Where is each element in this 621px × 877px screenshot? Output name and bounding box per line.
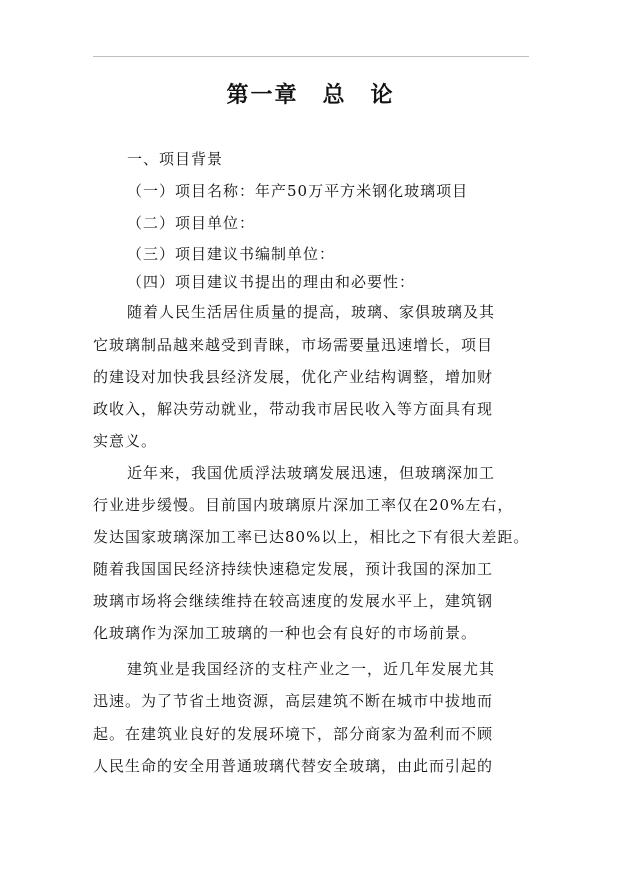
- paragraph-1-line: 它玻璃制品越来越受到青睐，市场需要量迅速增长，项目: [93, 336, 494, 354]
- paragraph-3-line: 人民生命的安全用普通玻璃代替安全玻璃，由此而引起的: [93, 757, 494, 775]
- paragraph-1-line: 的建设对加快我县经济发展，优化产业结构调整，增加财: [93, 368, 494, 386]
- chapter-title: 第一章 总 论: [226, 83, 395, 108]
- paragraph-1-line: 实意义。: [93, 432, 158, 450]
- paragraph-2-line: 玻璃市场将会继续维持在较高速度的发展水平上，建筑钢: [93, 592, 494, 610]
- section-heading: 一、项目背景: [127, 150, 224, 168]
- paragraph-1-line: 随着人民生活居住质量的提高，玻璃、家俱玻璃及其: [127, 303, 496, 321]
- paragraph-3-line: 起。在建筑业良好的发展环境下，部分商家为盈利而不顾: [93, 725, 494, 743]
- paragraph-2-line: 化玻璃作为深加工玻璃的一种也会有良好的市场前景。: [93, 624, 478, 642]
- item-project-unit: （二）项目单位：: [127, 214, 256, 232]
- paragraph-3-line: 迅速。为了节省土地资源，高层建筑不断在城市中拔地而: [93, 692, 494, 710]
- item-proposal-reasons: （四）项目建议书提出的理由和必要性：: [127, 273, 416, 291]
- paragraph-2-line: 随着我国国民经济持续快速稳定发展，预计我国的深加工: [93, 560, 494, 578]
- paragraph-1-line: 政收入，解决劳动就业，带动我市居民收入等方面具有现: [93, 400, 494, 418]
- paragraph-2-line: 近年来，我国优质浮法玻璃发展迅速，但玻璃深加工: [127, 464, 496, 482]
- paragraph-2-line: 行业进步缓慢。目前国内玻璃原片深加工率仅在20%左右，: [93, 496, 514, 514]
- paragraph-2-line: 发达国家玻璃深加工率已达80%以上，相比之下有很大差距。: [93, 528, 530, 546]
- item-proposal-author: （三）项目建议书编制单位：: [127, 245, 336, 263]
- paragraph-3-line: 建筑业是我国经济的支柱产业之一，近几年发展尤其: [127, 660, 496, 678]
- item-project-name: （一）项目名称：年产50万平方米钢化玻璃项目: [127, 182, 469, 200]
- header-rule: [93, 56, 529, 57]
